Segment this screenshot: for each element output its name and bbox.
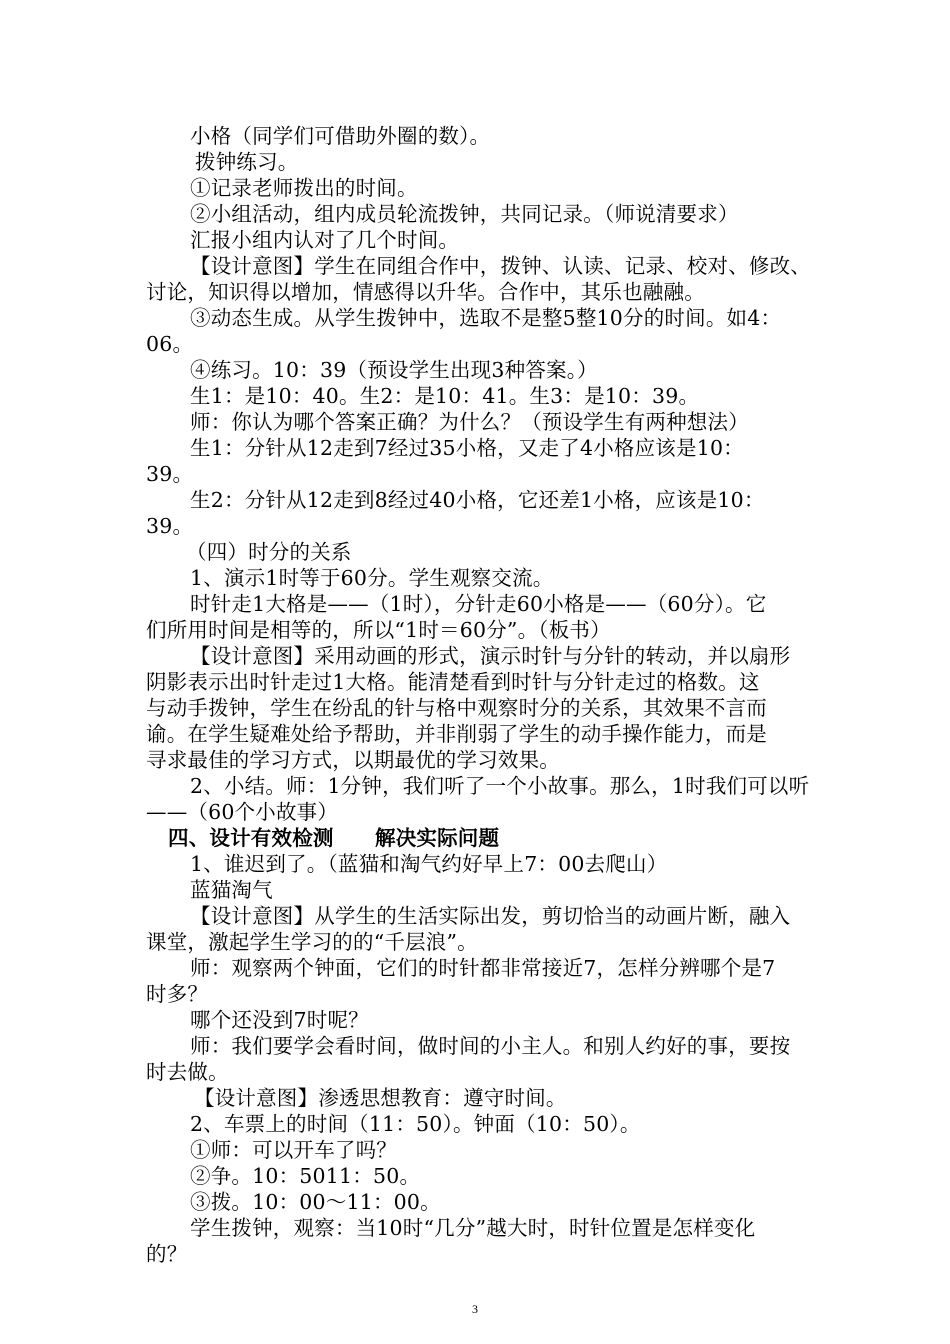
text-line: 的？ bbox=[146, 1242, 188, 1266]
text-line: ①记录老师拨出的时间。 bbox=[190, 176, 418, 200]
text-line: ④练习。10：39（预设学生出现3种答案。） bbox=[190, 358, 598, 382]
text-line: 汇报小组内认对了几个时间。 bbox=[190, 228, 460, 252]
text-line: ③拨。10：00～11：00。 bbox=[190, 1190, 441, 1214]
text-line: ②争。10：5011：50。 bbox=[190, 1164, 421, 1188]
text-line: 课堂，激起学生学习的的“千层浪”。 bbox=[146, 930, 478, 954]
text-line: 生1：是10：40。生2：是10：41。生3：是10：39。 bbox=[190, 384, 700, 408]
text-line: ②小组活动，组内成员轮流拨钟，共同记录。（师说清要求） bbox=[190, 202, 739, 226]
text-line: 谕。在学生疑难处给予帮助，并非削弱了学生的动手操作能力，而是 bbox=[146, 722, 767, 746]
text-line: 蓝猫淘气 bbox=[190, 878, 273, 902]
part-heading: 四、设计有效检测 解决实际问题 bbox=[168, 826, 500, 850]
text-line: 39。 bbox=[146, 514, 194, 538]
text-line: 讨论，知识得以增加，情感得以升华。合作中，其乐也融融。 bbox=[146, 280, 705, 304]
text-line: 生1：分针从12走到7经过35小格，又走了4小格应该是10： bbox=[190, 436, 744, 460]
design-intent-line: 【设计意图】渗透思想教育：遵守时间。 bbox=[194, 1086, 567, 1110]
text-line: 拨钟练习。 bbox=[195, 150, 299, 174]
text-line: 师：我们要学会看时间，做时间的小主人。和别人约好的事，要按 bbox=[190, 1034, 791, 1058]
text-line: 哪个还没到7时呢？ bbox=[190, 1008, 369, 1032]
design-intent-line: 【设计意图】学生在同组合作中，拨钟、认读、记录、校对、修改、 bbox=[190, 254, 811, 278]
text-line: 与动手拨钟，学生在纷乱的针与格中观察时分的关系，其效果不言而 bbox=[146, 696, 767, 720]
text-line: 学生拨钟，观察：当10时“几分”越大时，时针位置是怎样变化 bbox=[190, 1216, 756, 1240]
text-line: 们所用时间是相等的，所以“1时＝60分”。（板书） bbox=[146, 618, 611, 642]
text-line: 时针走1大格是——（1时），分针走60小格是——（60分）。它 bbox=[190, 592, 767, 616]
text-line: 师：观察两个钟面，它们的时针都非常接近7，怎样分辨哪个是7 bbox=[190, 956, 776, 980]
text-line: 阴影表示出时针走过1大格。能清楚看到时针与分针走过的格数。这 bbox=[146, 670, 760, 694]
text-line: 2、小结。师：1分钟，我们听了一个小故事。那么，1时我们可以听 bbox=[190, 774, 810, 798]
text-line: ——（60个小故事） bbox=[146, 800, 339, 824]
text-line: 39。 bbox=[146, 462, 194, 486]
text-line: 时多？ bbox=[146, 982, 209, 1006]
design-intent-line: 【设计意图】从学生的生活实际出发，剪切恰当的动画片断，融入 bbox=[190, 904, 791, 928]
text-line: 师：你认为哪个答案正确？为什么？（预设学生有两种想法） bbox=[190, 410, 749, 434]
text-line: 时去做。 bbox=[146, 1060, 229, 1084]
text-line: ③动态生成。从学生拨钟中，选取不是整5整10分的时间。如4： bbox=[190, 306, 782, 330]
text-line: ①师：可以开车了吗？ bbox=[190, 1138, 397, 1162]
design-intent-line: 【设计意图】采用动画的形式，演示时针与分针的转动，并以扇形 bbox=[190, 644, 791, 668]
text-line: 1、谁迟到了。（蓝猫和淘气约好早上7：00去爬山） bbox=[190, 852, 668, 876]
text-line: 小格（同学们可借助外圈的数）。 bbox=[190, 124, 491, 148]
text-line: 06。 bbox=[146, 332, 194, 356]
text-line: 2、车票上的时间（11：50）。钟面（10：50）。 bbox=[190, 1112, 641, 1136]
text-line: 1、演示1时等于60分。学生观察交流。 bbox=[190, 566, 554, 590]
text-line: 生2：分针从12走到8经过40小格，它还差1小格，应该是10： bbox=[190, 488, 765, 512]
text-line: 寻求最佳的学习方式，以期最优的学习效果。 bbox=[146, 748, 560, 772]
section-heading: （四）时分的关系 bbox=[186, 540, 352, 564]
page-number: 3 bbox=[472, 1302, 478, 1316]
